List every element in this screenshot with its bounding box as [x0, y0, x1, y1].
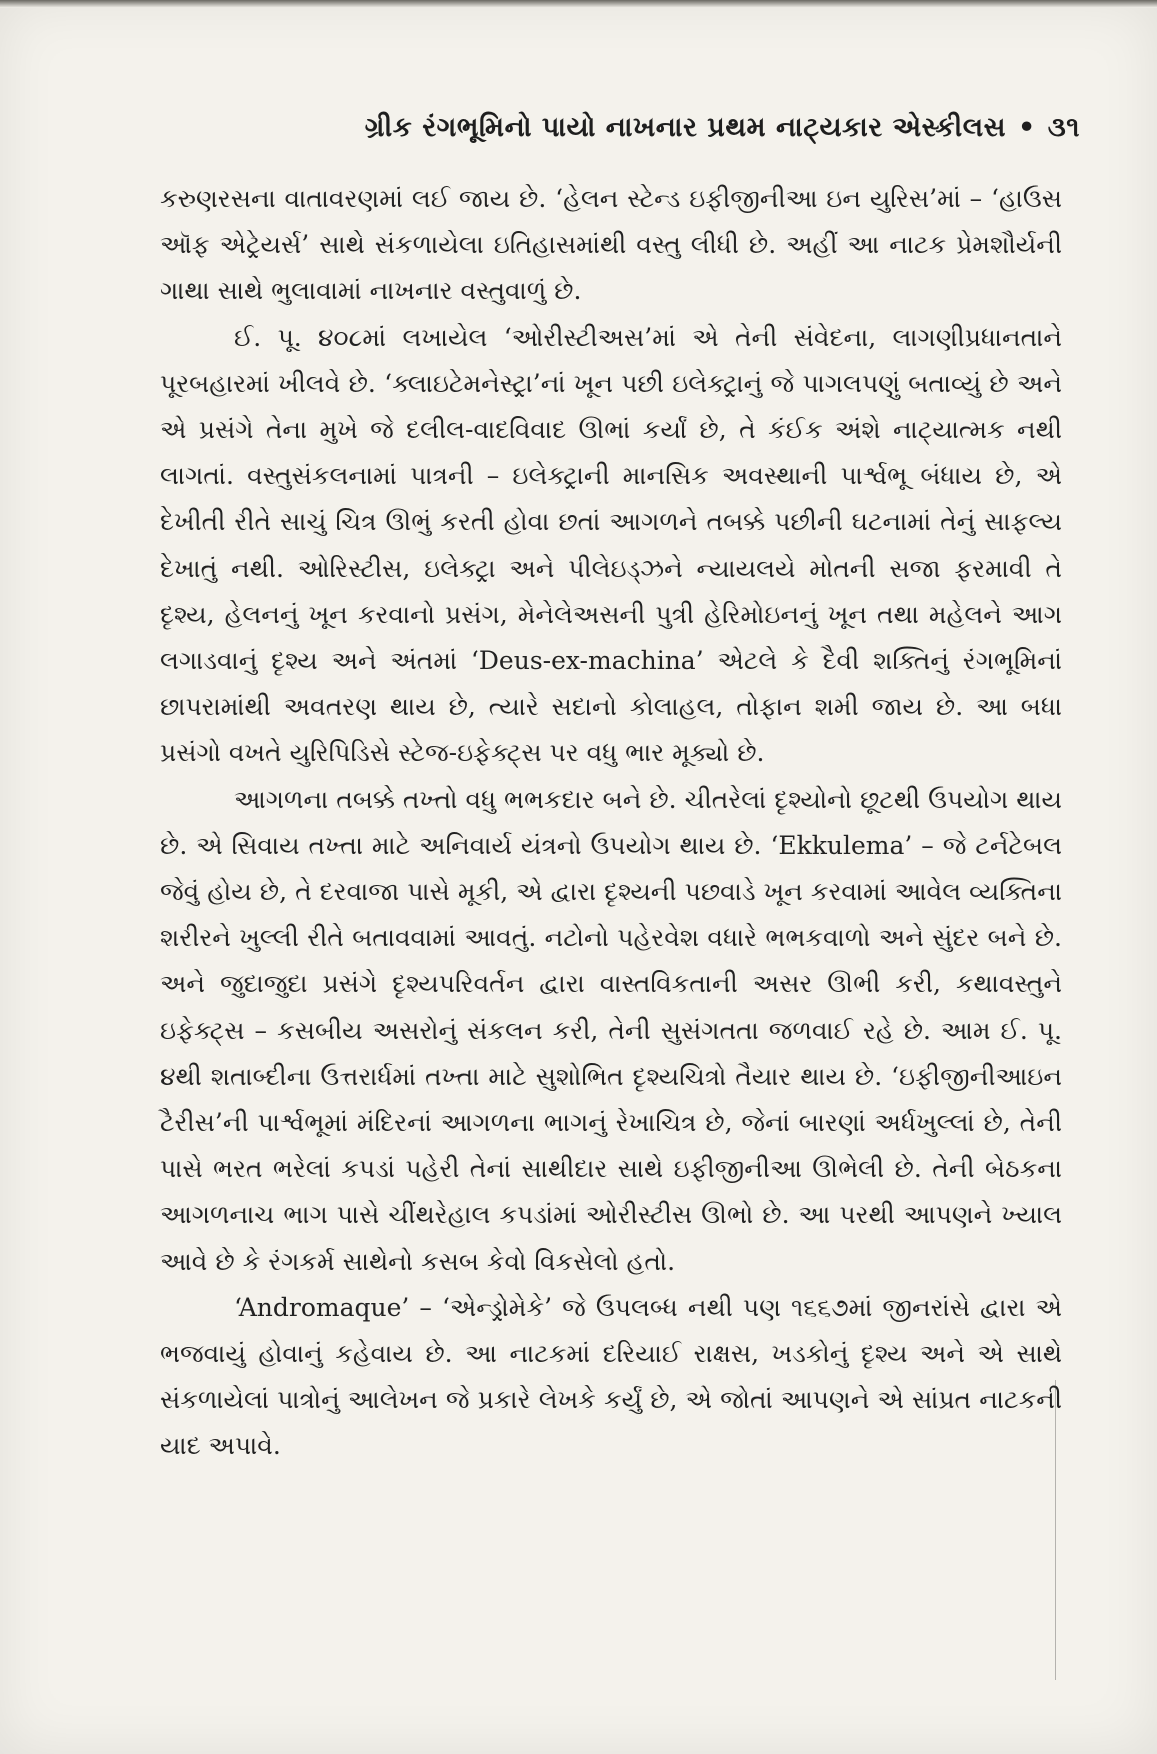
paragraph-2: ઈ. પૂ. ૪૦૮માં લખાયેલ ‘ઓરીસ્ટીઅસ’માં એ તેની સંવેદના, લાગણીપ્રધાનતાને પૂરબહારમાં ખીલવે છે. ‘ક્લાઇટેમનેસ્ટ્રા’નાં ખૂન પછી ઇલેક્ટ્રાનું જે પાગલપણું બતાવ્યું છે અને એ પ્રસંગે તેના મુખે જે દલીલ-વાદવિવાદ ઊભાં કર્યાં છે, તે કંઈક અંશે નાટ્યાત્મક નથી લાગતાં. વસ્તુસંકલનામાં પાત્રની – ઇલેક્ટ્રાની માનસિક અવસ્થાની પાર્શ્વભૂ બંધાય છે, એ દેખીતી રીતે સાચું ચિત્ર ઊભું કરતી હોવા છતાં આગળને તબક્કે પછીની ઘટનામાં તેનું સાફલ્ય દેખાતું નથી. ઓરિસ્ટીસ, ઇલેક્ટ્રા અને પીલેઇડ્ઝને ન્યાયલયે મોતની સજા ફરમાવી તે દૃશ્ય, હેલનનું ખૂન કરવાનો પ્રસંગ, મેનેલેઅસની પુત્રી હેરિમોઇનનું ખૂન તથા મહેલને આગ લગાડવાનું દૃશ્ય અને અંતમાં ‘Deus-ex-machina’ એટલે કે દૈવી શક્તિનું રંગભૂમિનાં છાપરામાંથી અવતરણ થાય છે, ત્યારે સદાનો કોલાહલ, તોફાન શમી જાય છે. આ બધા પ્રસંગો વખતે યુરિપિડિસે સ્ટેજ-ઇફેક્ટ્સ પર વધુ ભાર મૂક્યો છે.: [160, 322, 1062, 768]
running-head-separator: •: [1018, 112, 1036, 143]
page-number: ૩૧: [1047, 112, 1080, 143]
running-head-title: ગ્રીક રંગભૂમિનો પાયો નાખનાર પ્રથમ નાટ્યકાર એસ્કીલસ: [364, 112, 1007, 143]
running-head: [160, 112, 1080, 144]
page-top-shadow: [0, 0, 1157, 8]
paragraph-1: કરુણરસના વાતાવરણમાં લઈ જાય છે. ‘હેલન સ્ટેન્ડ ઇફીજીનીઆ ઇન યુરિસ’માં – ‘હાઉસ ઑફ એટ્રેયર્સ’ સાથે સંકળાયેલા ઇતિહાસમાંથી વસ્તુ લીધી છે. અહીં આ નાટક પ્રેમશૌર્યની ગાથા સાથે ભુલાવામાં નાખનાર વસ્તુવાળું છે.: [160, 184, 1062, 306]
body-text: [160, 176, 1062, 1470]
binding-shadow-line: [1055, 1380, 1056, 1680]
paragraph-4: ‘Andromaque’ – ‘એન્ડ્રોમેકે’ જે ઉપલબ્ધ નથી પણ ૧૬૬૭માં જીનરાંસે દ્વારા એ ભજવાયું હોવાનું કહેવાય છે. આ નાટકમાં દરિયાઈ રાક્ષસ, ખડકોનું દૃશ્ય અને એ સાથે સંકળાયેલાં પાત્રોનું આલેખન જે પ્રકારે લેખકે કર્યું છે, એ જોતાં આપણને એ સાંપ્રત નાટકની યાદ અપાવે.: [160, 1292, 1062, 1461]
paragraph-3: આગળના તબક્કે તખ્તો વધુ ભભકદાર બને છે. ચીતરેલાં દૃશ્યોનો છૂટથી ઉપયોગ થાય છે. એ સિવાય તખ્તા માટે અનિવાર્ય યંત્રનો ઉપયોગ થાય છે. ‘Ekkulema’ – જે ટર્નટેબલ જેવું હોય છે, તે દરવાજા પાસે મૂકી, એ દ્વારા દૃશ્યની પછવાડે ખૂન કરવામાં આવેલ વ્યક્તિના શરીરને ખુલ્લી રીતે બતાવવામાં આવતું. નટોનો પહેરવેશ વધારે ભભકવાળો અને સુંદર બને છે. અને જુદાજુદા પ્રસંગે દૃશ્યપરિવર્તન દ્વારા વાસ્તવિકતાની અસર ઊભી કરી, કથાવસ્તુને ઇફેક્ટ્સ – કસબીય અસરોનું સંકલન કરી, તેની સુસંગતતા જળવાઈ રહે છે. આમ ઈ. પૂ. ૪થી શતાબ્દીના ઉત્તરાર્ધમાં તખ્તા માટે સુશોભિત દૃશ્યચિત્રો તૈયાર થાય છે. ‘ઇફીજીનીઆઇન ટૈરીસ’ની પાર્શ્વભૂમાં મંદિરનાં આગળના ભાગનું રેખાચિત્ર છે, જેનાં બારણાં અર્ધખુલ્લાં છે, તેની પાસે ભરત ભરેલાં કપડાં પહેરી તેનાં સાથીદાર સાથે ઇફીજીનીઆ ઊભેલી છે. તેની બેઠકના આગળનાચ ભાગ પાસે ચીંથરેહાલ કપડાંમાં ઓરીસ્ટીસ ઊભો છે. આ પરથી આપણને ખ્યાલ આવે છે કે રંગકર્મ સાથેનો કસબ કેવો વિકસેલો હતો.: [160, 784, 1062, 1276]
